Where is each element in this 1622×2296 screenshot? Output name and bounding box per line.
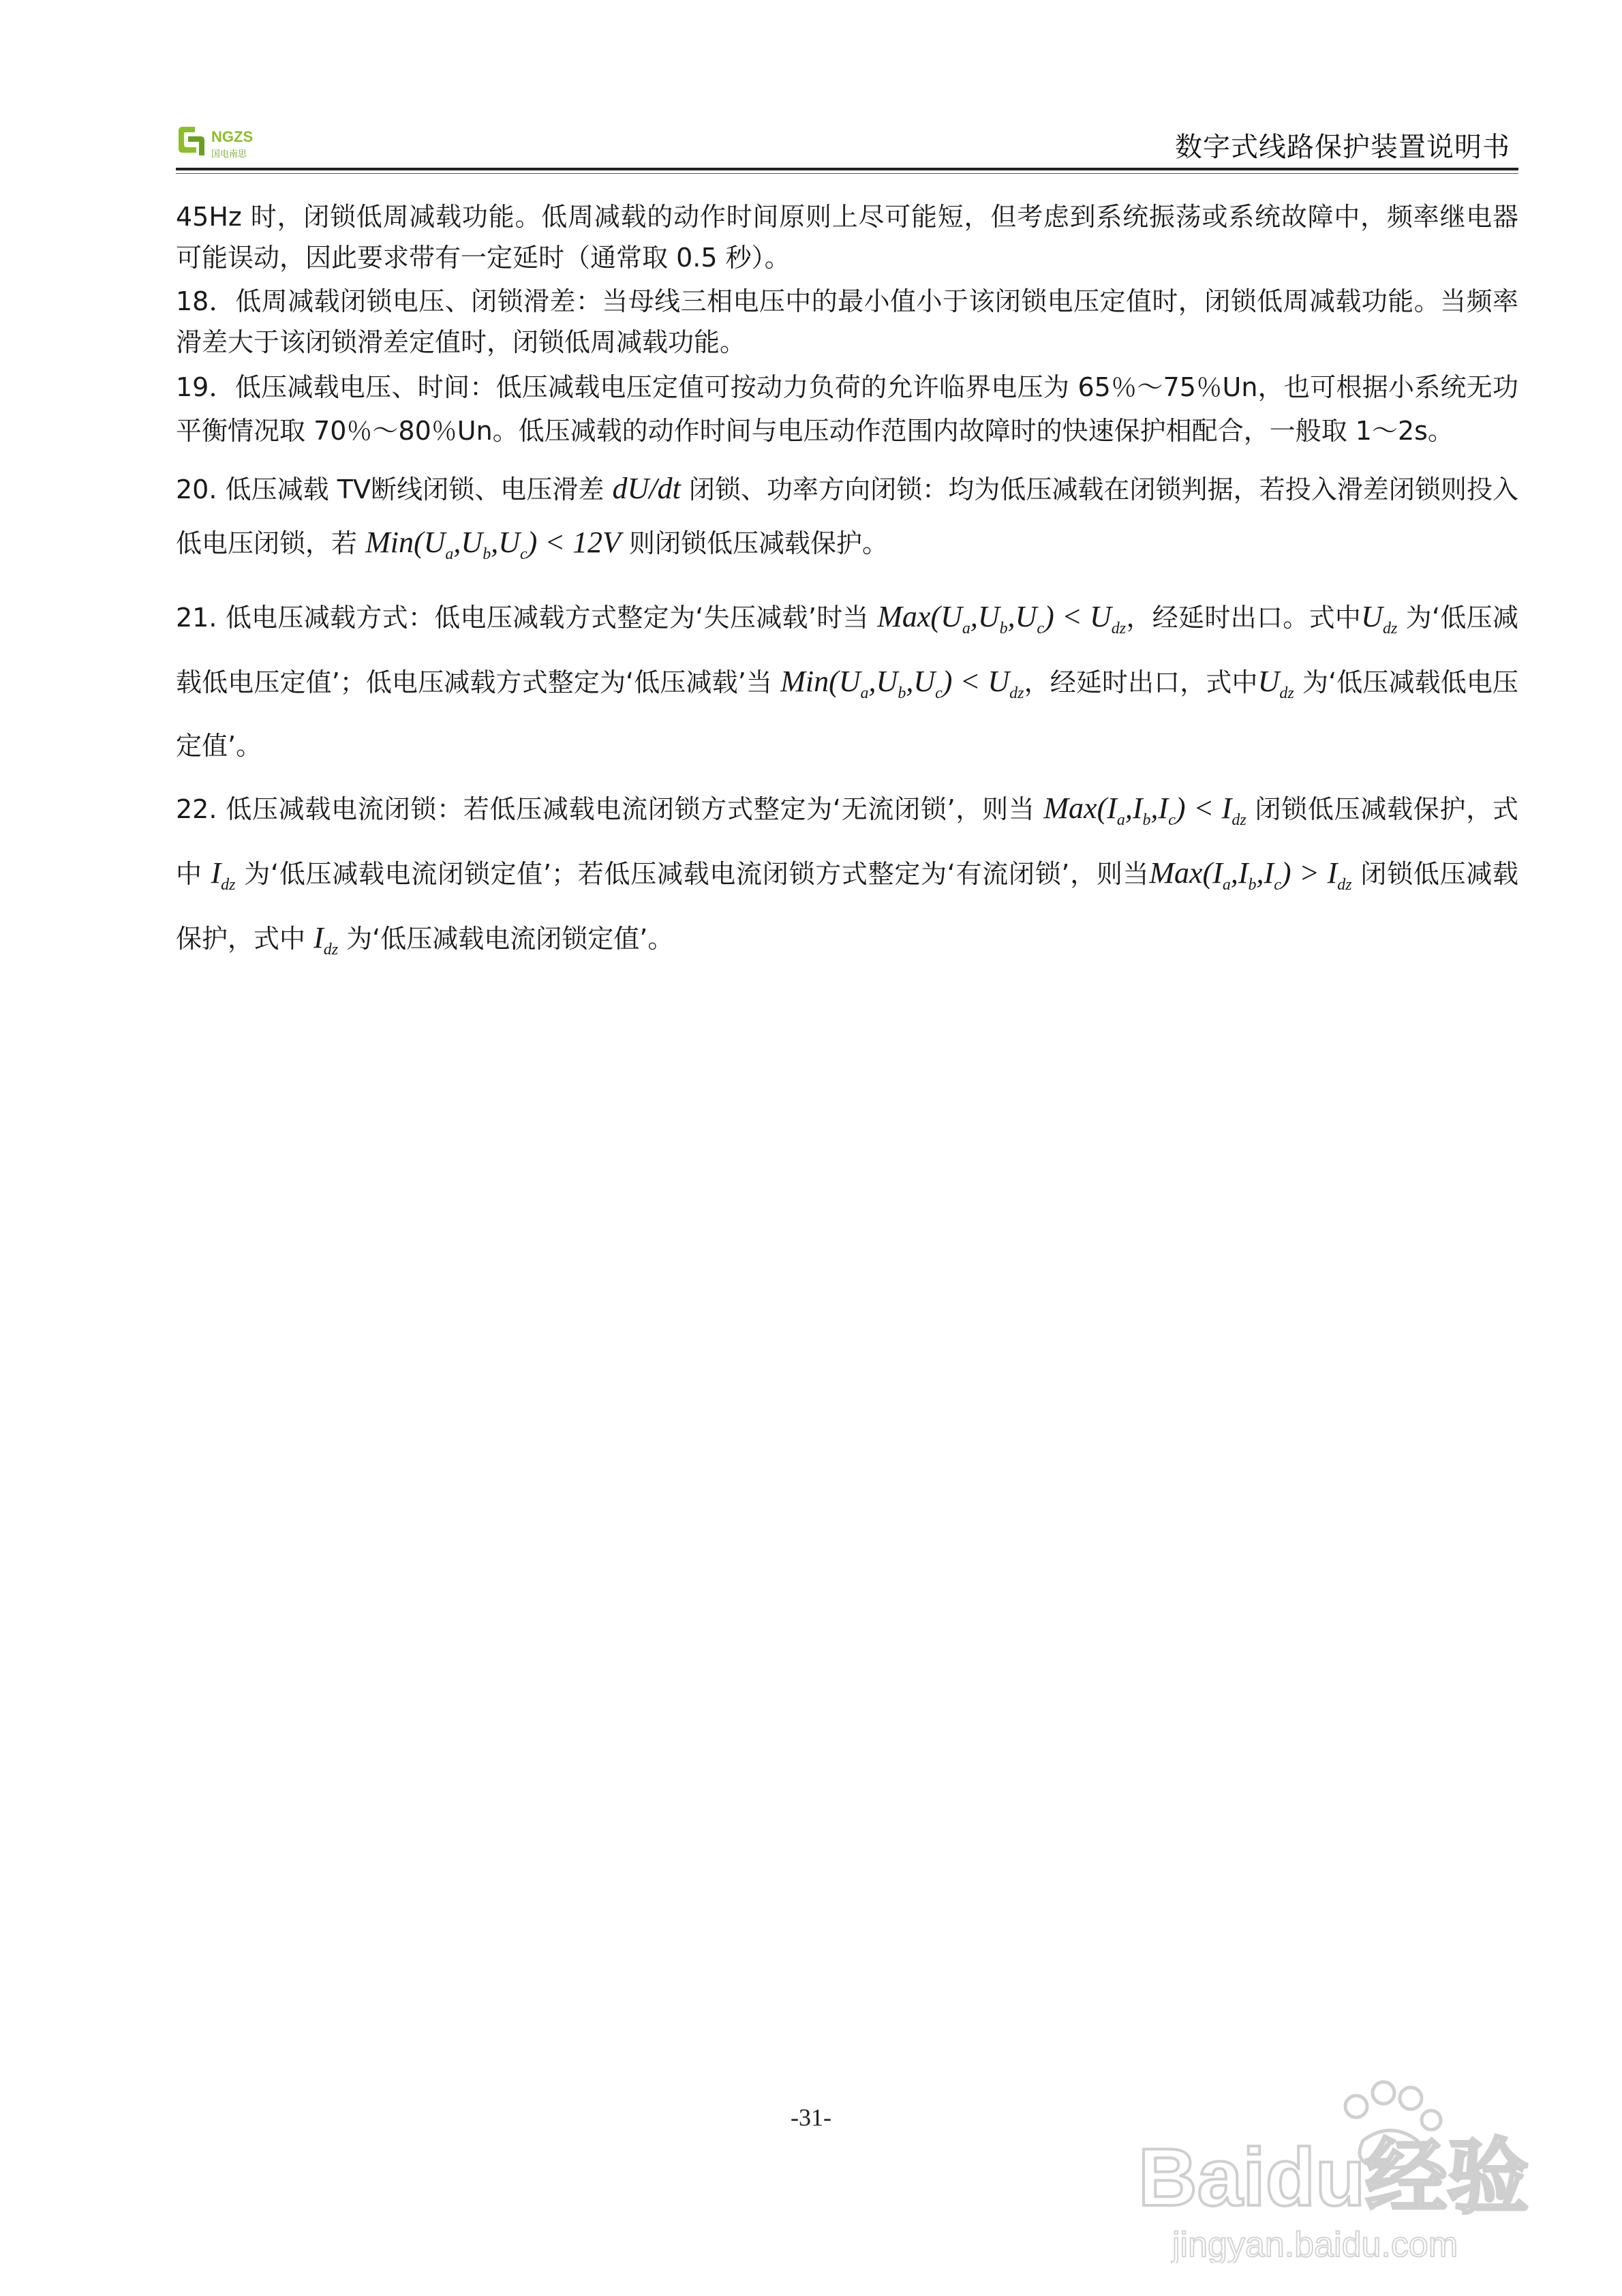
formula-udz-2: $U_{dz}$: [1257, 664, 1294, 702]
paragraph-20: 20. 低压减载 TV断线闭锁、电压滑差 dU/dt 闭锁、功率方向闭锁：均为低压减载在闭锁判据，若投入滑差闭锁则投入低电压闭锁，若 $Min(U_a,U_b,U_c) < 12V$ 则闭锁低压减载保护。: [176, 472, 1518, 563]
formula-udz: $U_{dz}$: [1361, 599, 1398, 637]
formula-max-iabc-gt: $Max(I_a,I_b,I_c) > I_{dz}$: [1149, 856, 1352, 894]
formula-idz: $I_{dz}$: [211, 856, 236, 894]
paragraph-21: 21. 低电压减载方式：低电压减载方式整定为‘失压减载’时当 $Max(U_a,U_b,U_c) < U_{dz}$，经延时出口。式中$U_{dz}$ 为‘低压减载低电压定值’；低电压减载方式整定为‘低压减载’当 $Min(U_a,U_b,U_c) < U_{dz}$，经延时出口，式中$U_{dz}$ 为‘低压减载低电压定值’。: [176, 599, 1518, 761]
paragraph-22: 22. 低压减载电流闭锁：若低压减载电流闭锁方式整定为‘无流闭锁’，则当 $Max(I_a,I_b,I_c) < I_{dz}$ 闭锁低压减载保护，式中 $I_{dz}$ 为‘低压减载电流闭锁定值’；若低压减载电流闭锁方式整定为‘有流闭锁’，则当$Max(I_a,I_b,I_c) > I_{dz}$ 闭锁低压减载保护，式中 $I_{dz}$ 为‘低压减载电流闭锁定值’。: [176, 791, 1518, 958]
paragraph-17-continued: 45Hz 时，闭锁低周减载功能。低周减载的动作时间原则上尽可能短，但考虑到系统振荡或系统故障中，频率继电器可能误动，因此要求带有一定延时（通常取 0.5 秒）。: [176, 202, 1518, 273]
document-body: [176, 196, 1518, 979]
paragraph-19: 19．低压减载电压、时间：低压减载电压定值可按动力负荷的允许临界电压为 65％～75％Un，也可根据小系统无功平衡情况取 70％～80％Un。低压减载的动作时间与电压动作范围内故障时的快速保护相配合，一般取 1～2s。: [176, 372, 1518, 446]
svg-text:Baidu经验: Baidu经验: [1138, 2132, 1529, 2223]
baidu-watermark: [1131, 2059, 1554, 2263]
document-title: 数字式线路保护装置说明书: [1175, 132, 1510, 163]
paragraph-18: 18．低周减载闭锁电压、闭锁滑差：当母线三相电压中的最小值小于该闭锁电压定值时，闭锁低周减载功能。当频率滑差大于该闭锁滑差定值时，闭锁低周减载功能。: [176, 286, 1518, 357]
formula-max-uabc: $Max(U_a,U_b,U_c) < U_{dz}$: [877, 599, 1127, 637]
svg-text:jingyan.baidu.com: jingyan.baidu.com: [1172, 2225, 1458, 2263]
header-divider: [176, 168, 1518, 170]
company-logo: [176, 124, 278, 162]
svg-text:国电南思: 国电南思: [211, 149, 247, 160]
header-divider-thin: [176, 173, 1518, 174]
svg-text:NGZS: NGZS: [211, 128, 254, 145]
formula-min-uabc-2: $Min(U_a,U_b,U_c) < U_{dz}$: [780, 664, 1024, 702]
formula-max-iabc-lt: $Max(I_a,I_b,I_c) < I_{dz}$: [1043, 791, 1246, 830]
formula-idz-2: $I_{dz}$: [313, 920, 339, 958]
formula-du-dt: dU/dt: [612, 472, 681, 505]
page-header: [176, 109, 1518, 169]
page-number: -31-: [791, 2104, 831, 2131]
formula-min-uabc: $Min(U_a,U_b,U_c) < 12V$: [365, 526, 621, 563]
